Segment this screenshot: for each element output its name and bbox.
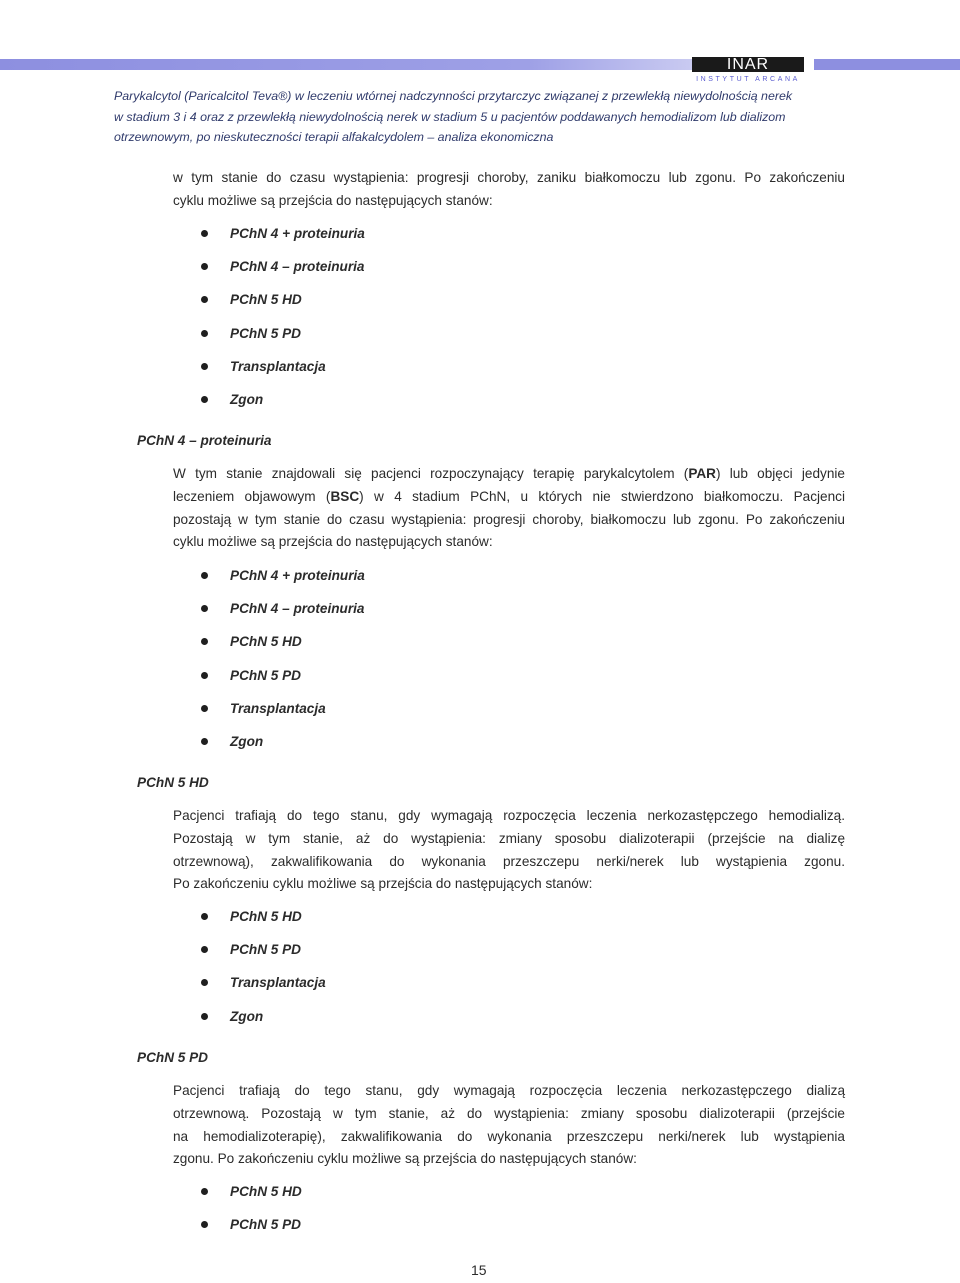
title-line: Parykalcytol (Paricalcitol Teva®) w leczeniu wtórnej nadczynności przytarczyc związanej z przewlekłą niewydolnością nerek (114, 89, 793, 103)
paragraph-line: otrzewnową. Pozostają w tym stanie, aż do wystąpienia: zmiany sposobu dializoterapii (przejście (173, 1105, 845, 1121)
bullet-dot (201, 396, 208, 403)
bullet-dot (201, 705, 208, 712)
logo-text: INAR (692, 57, 804, 72)
paragraph-line: Pacjenci trafiają do tego stanu, gdy wymagają rozpoczęcia leczenia nerkozastępczego dializą (173, 1083, 845, 1098)
document-title (114, 86, 844, 148)
logo-subtitle: INSTYTUT ARCANA (696, 76, 800, 83)
section-heading-pchn5-hd: PChN 5 HD (137, 775, 209, 790)
pchn5-hd-paragraph (173, 805, 845, 896)
paragraph-line: leczeniem objawowym (BSC) w 4 stadium PChN, u których nie stwierdzono białkomoczu. Pacjenci (173, 488, 845, 504)
section-heading-pchn4-minus: PChN 4 – proteinuria (137, 433, 272, 448)
paragraph-line: Pacjenci trafiają do tego stanu, gdy wymagają rozpoczęcia leczenia nerkozastępczego hemodializą. (173, 808, 845, 823)
bullet-dot (201, 296, 208, 303)
bullet-dot (201, 738, 208, 745)
bullet-dot (201, 979, 208, 986)
bullet-dot (201, 263, 208, 270)
pchn4-minus-paragraph (173, 463, 845, 554)
bullet-dot (201, 1221, 208, 1228)
header-band-right (814, 59, 960, 70)
paragraph-line: cyklu możliwe są przejścia do następujących stanów: (173, 534, 493, 550)
bullet-dot (201, 913, 208, 920)
section-heading-pchn5-pd: PChN 5 PD (137, 1050, 209, 1065)
pchn5-pd-paragraph (173, 1080, 845, 1171)
inar-logo (692, 57, 804, 87)
title-line: otrzewnowym, po nieskuteczności terapii alfakalcydolem – analiza ekonomiczna (114, 130, 554, 144)
bullet-dot (201, 1188, 208, 1195)
bullet-dot (201, 230, 208, 237)
paragraph-line: cyklu możliwe są przejścia do następujących stanów: (173, 192, 493, 208)
bullet-dot (201, 572, 208, 579)
bullet-dot (201, 638, 208, 645)
title-line: w stadium 3 i 4 oraz z przewlekłą niewydolnością nerek w stadium 5 u pacjentów poddawanych hemodializom lub dializom (114, 109, 786, 124)
bullet-dot (201, 1013, 208, 1020)
intro-paragraph (173, 167, 845, 213)
paragraph-line: Po zakończeniu cyklu możliwe są przejścia do następujących stanów: (173, 876, 593, 892)
paragraph-line: Pozostają w tym stanie, aż do wystąpienia: zmiany sposobu dializoterapii (przejście na dializę (173, 830, 845, 846)
paragraph-line: na hemodializoterapię), zakwalifikowania do wykonania przeszczepu nerki/nerek lub wystąpienia (173, 1128, 845, 1144)
bullet-dot (201, 672, 208, 679)
paragraph-line: zgonu. Po zakończeniu cyklu możliwe są przejścia do następujących stanów: (173, 1151, 637, 1167)
bullet-dot (201, 363, 208, 370)
paragraph-line: w tym stanie do czasu wystąpienia: progresji choroby, zaniku białkomoczu lub zgonu. Po zakończeniu (173, 170, 845, 185)
page-number: 15 (471, 1262, 487, 1278)
bullet-dot (201, 946, 208, 953)
paragraph-line: otrzewnową), zakwalifikowania do wykonania przeszczepu nerki/nerek lub wystąpienia zgonu. (173, 853, 845, 869)
paragraph-line: W tym stanie znajdowali się pacjenci rozpoczynający terapię parykalcytolem (PAR) lub objęci jedynie (173, 466, 845, 481)
paragraph-line: pozostają w tym stanie do czasu wystąpienia: progresji choroby, białkomoczu lub zgonu. Po zakończeniu (173, 511, 845, 527)
bullet-dot (201, 330, 208, 337)
bullet-dot (201, 605, 208, 612)
